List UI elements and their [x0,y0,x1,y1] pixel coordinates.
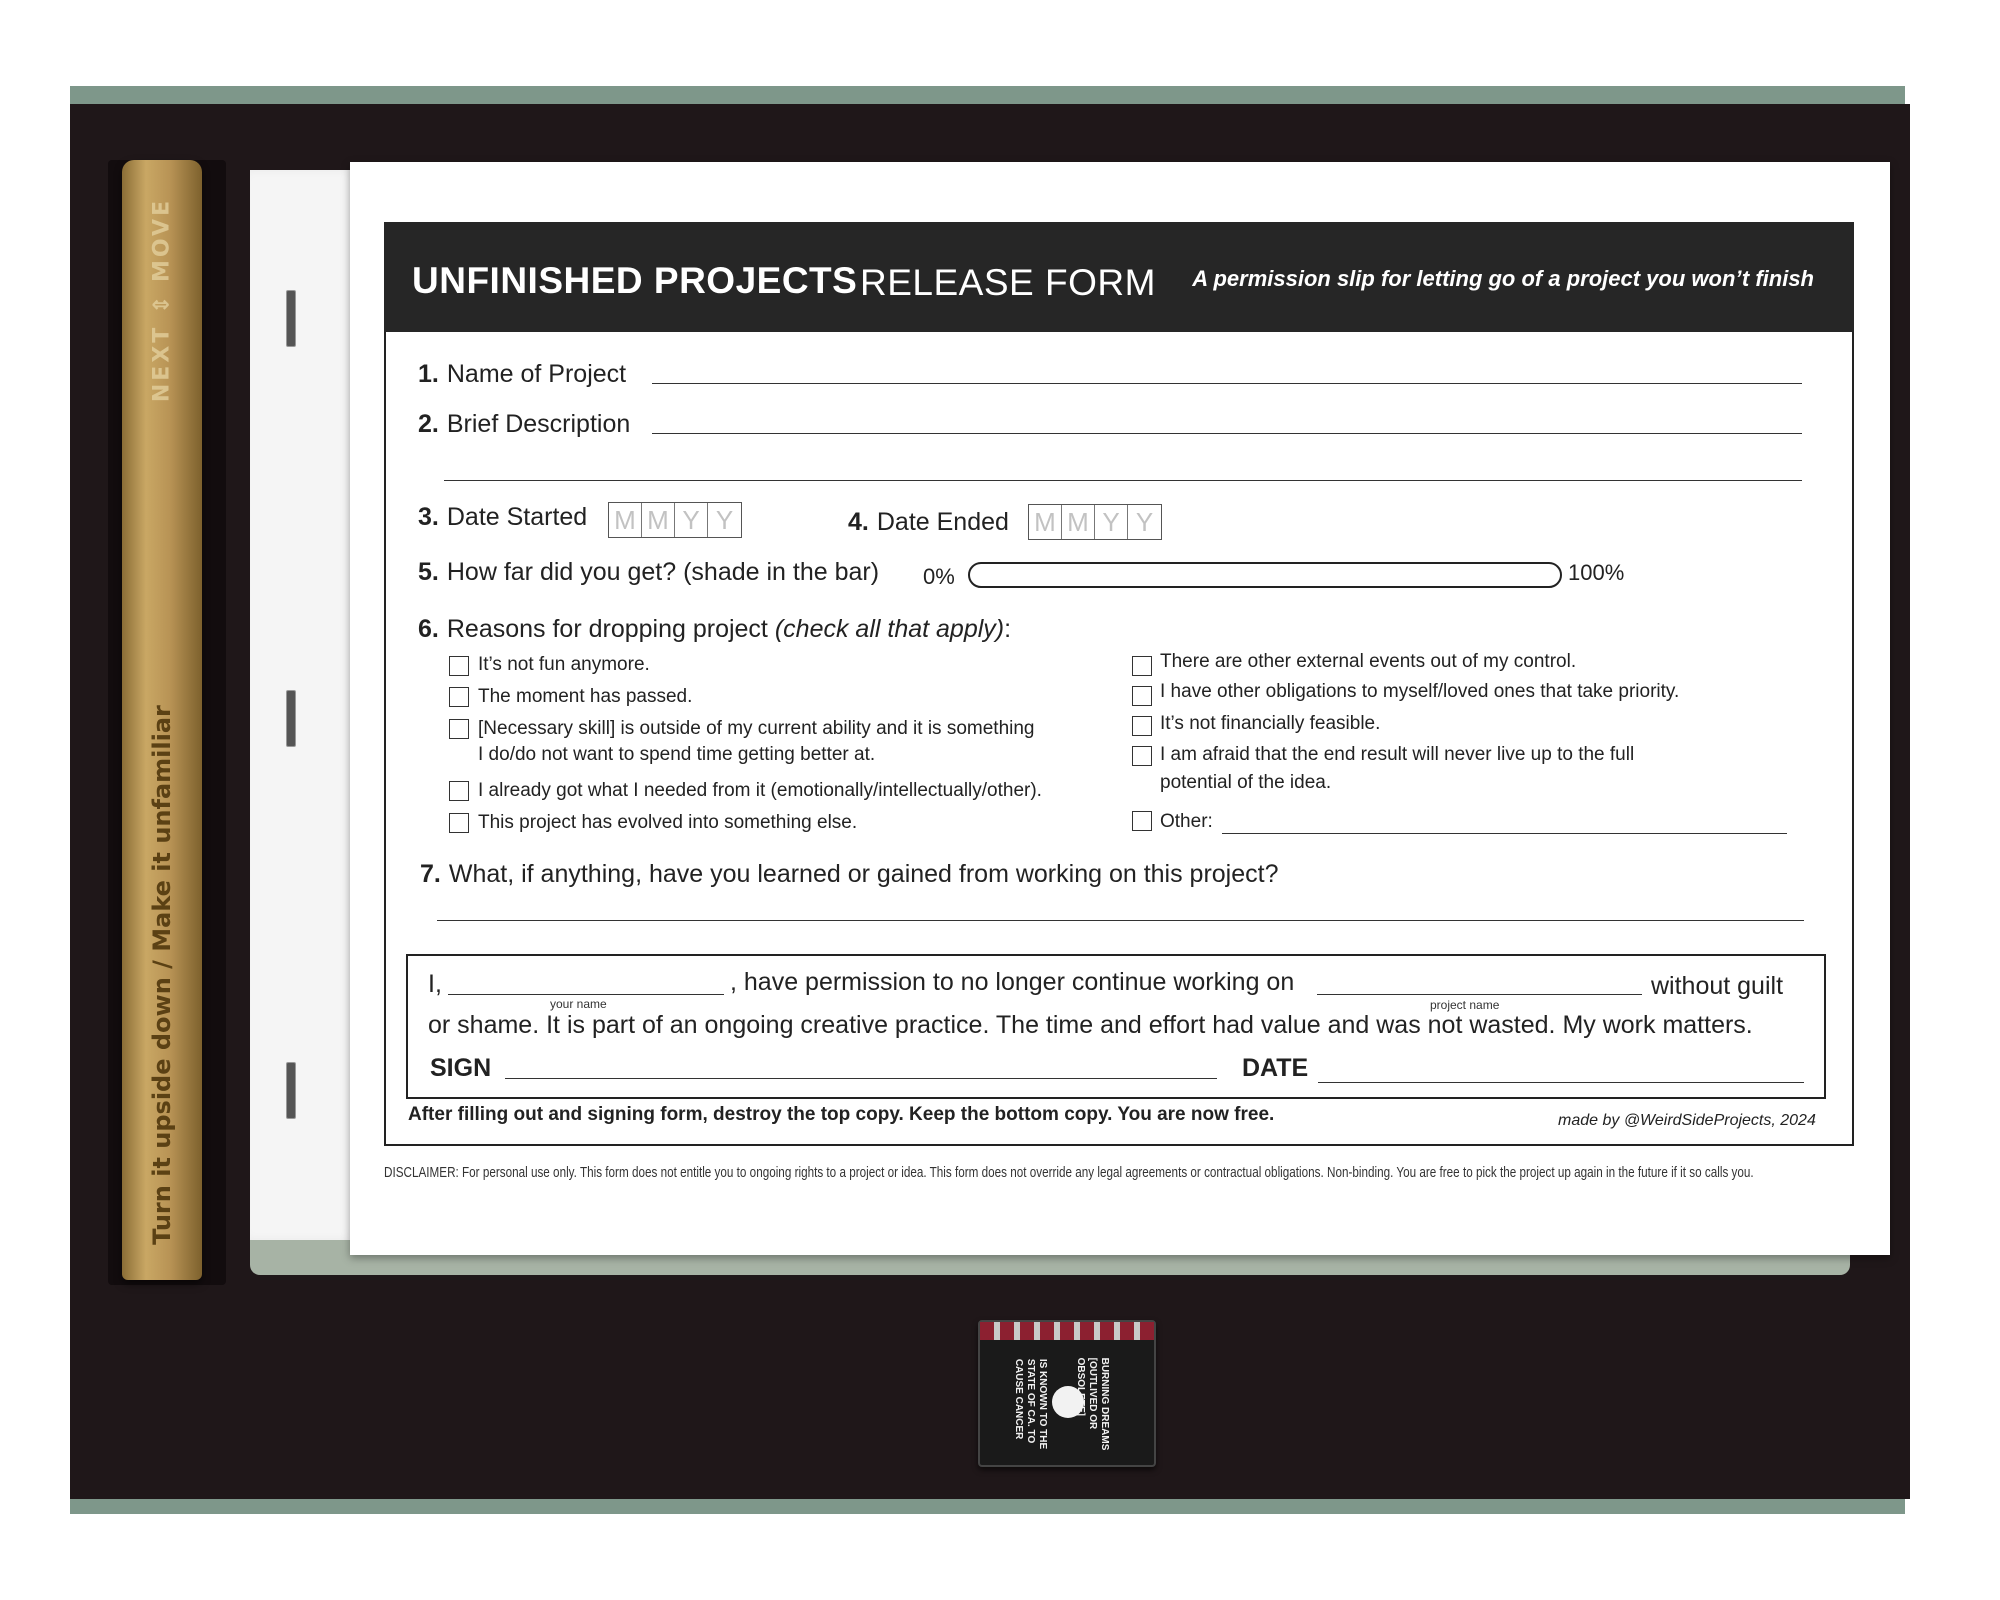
option-afraid-line1: I am afraid that the end result will never live up to the full [1160,744,1635,765]
description-field-line2[interactable] [444,480,1802,481]
q5-label [418,558,879,587]
form-subtitle: A permission slip for letting go of a project you won’t finish [1192,266,1814,291]
pad-binding [250,170,360,1240]
matchbox-line: [OUTLIVED OR [1087,1357,1098,1430]
checkbox-external-events[interactable] [1132,656,1152,676]
q6-italic: (check all that apply) [774,615,1005,643]
description-field-line1[interactable] [652,433,1802,434]
project-name-blank[interactable] [1317,994,1642,995]
option-got-what-needed: I already got what I needed from it (emotionally/intellectually/other). [478,780,1042,801]
q6-text: Reasons for dropping project [446,615,768,643]
date-label: DATE [1242,1054,1309,1082]
q4-number: 4. [848,508,869,536]
sign-label: SIGN [430,1054,492,1082]
date-box[interactable]: Y [715,505,734,535]
checkbox-got-what-needed[interactable] [449,781,469,801]
pencil-main-text: Turn it upside down / Make it unfamiliar [148,705,176,1245]
option-afraid-line2: potential of the idea. [1160,772,1332,793]
date-box[interactable]: Y [1095,505,1128,539]
date-field[interactable] [1318,1082,1804,1083]
permission-i: I, [428,970,442,998]
checkbox-moment-passed[interactable] [449,687,469,707]
option-other: Other: [1160,811,1213,832]
your-name-field[interactable] [448,994,724,995]
option-not-feasible: It’s not financially feasible. [1160,713,1381,734]
q1-label [418,360,626,389]
q1-number: 1. [418,360,439,388]
your-name-caption: your name [550,997,607,1011]
learned-field[interactable] [437,920,1804,921]
checkbox-evolved[interactable] [449,813,469,833]
q7-number: 7. [420,860,441,888]
option-evolved: This project has evolved into something else. [478,812,858,833]
option-external-events: There are other external events out of my control. [1160,651,1577,672]
footer-instruction: After filling out and signing form, destroy the top copy. Keep the bottom copy. You are now free. [408,1104,1275,1125]
date-box[interactable]: M [1029,505,1062,539]
checkbox-other[interactable] [1132,811,1152,831]
progress-shade-bar[interactable] [968,562,1562,588]
permission-line2: or shame. It is part of an ongoing creative practice. The time and effort had value and was not wasted. My work matters. [428,1011,1753,1039]
q1-text: Name of Project [446,360,627,388]
form-title-rest: RELEASE FORM [860,262,1156,303]
q3-number: 3. [418,503,439,531]
date-box[interactable]: M [1062,505,1095,539]
staple [286,290,296,347]
option-necessary-skill-line2: I do/do not want to spend time getting better at. [478,744,876,765]
form-title-bold: UNFINISHED PROJECTS [412,260,858,301]
matchbox-strike-strip [980,1322,1154,1340]
q6-label [418,615,1011,644]
date-started-boxes[interactable] [608,502,742,538]
matchbox-line: STATE OF CA. TO [1025,1358,1036,1444]
q5-text: How far did you get? (shade in the bar) [446,558,880,586]
date-box[interactable]: M [609,503,642,537]
disclaimer-text: DISCLAIMER: For personal use only. This form does not entitle you to ongoing rights to a project or idea. This form does not override any legal agreements or contractual obligations. Non-binding. You are free to pick the project up again in the future if it so calls you. [384,1164,1754,1181]
q2-label [418,410,630,439]
project-name-caption: project name [1430,998,1500,1012]
q3-text: Date Started [446,503,588,531]
signature-field[interactable] [505,1078,1217,1079]
matchbox-line: OBSOLETE] [1075,1357,1086,1416]
checkbox-necessary-skill[interactable] [449,719,469,739]
staple [286,690,296,747]
checkbox-not-feasible[interactable] [1132,716,1152,736]
q4-text: Date Ended [876,508,1009,536]
made-by-credit: made by @WeirdSideProjects, 2024 [1558,1112,1816,1129]
q7-text: What, if anything, have you learned or gained from working on this project? [448,860,1279,888]
other-reason-field[interactable] [1222,833,1787,834]
q2-text: Brief Description [446,410,631,438]
matchbox-label-left [1012,1359,1048,1449]
q6-number: 6. [418,615,439,643]
date-box[interactable]: M [642,503,675,537]
date-ended-boxes[interactable] [1028,504,1162,540]
option-necessary-skill-line1: [Necessary skill] is outside of my current ability and it is something [478,718,1035,739]
matchbox-line: BURNING DREAMS [1099,1357,1110,1451]
pencil-top-text: NEXT ⇕ MOVE [149,197,175,403]
q2-number: 2. [418,410,439,438]
checkbox-afraid[interactable] [1132,746,1152,766]
staple [286,1062,296,1119]
progress-min-label: 0% [923,564,955,589]
progress-max-label: 100% [1568,560,1625,585]
date-box[interactable]: Y [1135,507,1154,537]
matchbox-line: IS KNOWN TO THE [1037,1358,1048,1450]
matchbox [978,1320,1156,1467]
permission-middle: , have permission to no longer continue working on [730,968,1295,996]
option-moment-passed: The moment has passed. [478,686,693,707]
project-name-field[interactable] [652,383,1802,384]
permission-end: without guilt [1651,972,1784,1000]
matchbox-label-right [1074,1358,1110,1451]
q4-label [848,508,1009,537]
q3-label [418,503,587,532]
q6-suffix: : [1004,615,1012,643]
option-not-fun: It’s not fun anymore. [478,654,650,675]
checkbox-other-obligations[interactable] [1132,686,1152,706]
form-header [384,222,1854,332]
date-box[interactable]: Y [675,503,708,537]
matchbox-line: CAUSE CANCER [1013,1358,1024,1440]
q5-number: 5. [418,558,439,586]
q7-label [420,860,1279,889]
checkbox-not-fun[interactable] [449,656,469,676]
option-other-obligations: I have other obligations to myself/loved ones that take priority. [1160,681,1680,702]
